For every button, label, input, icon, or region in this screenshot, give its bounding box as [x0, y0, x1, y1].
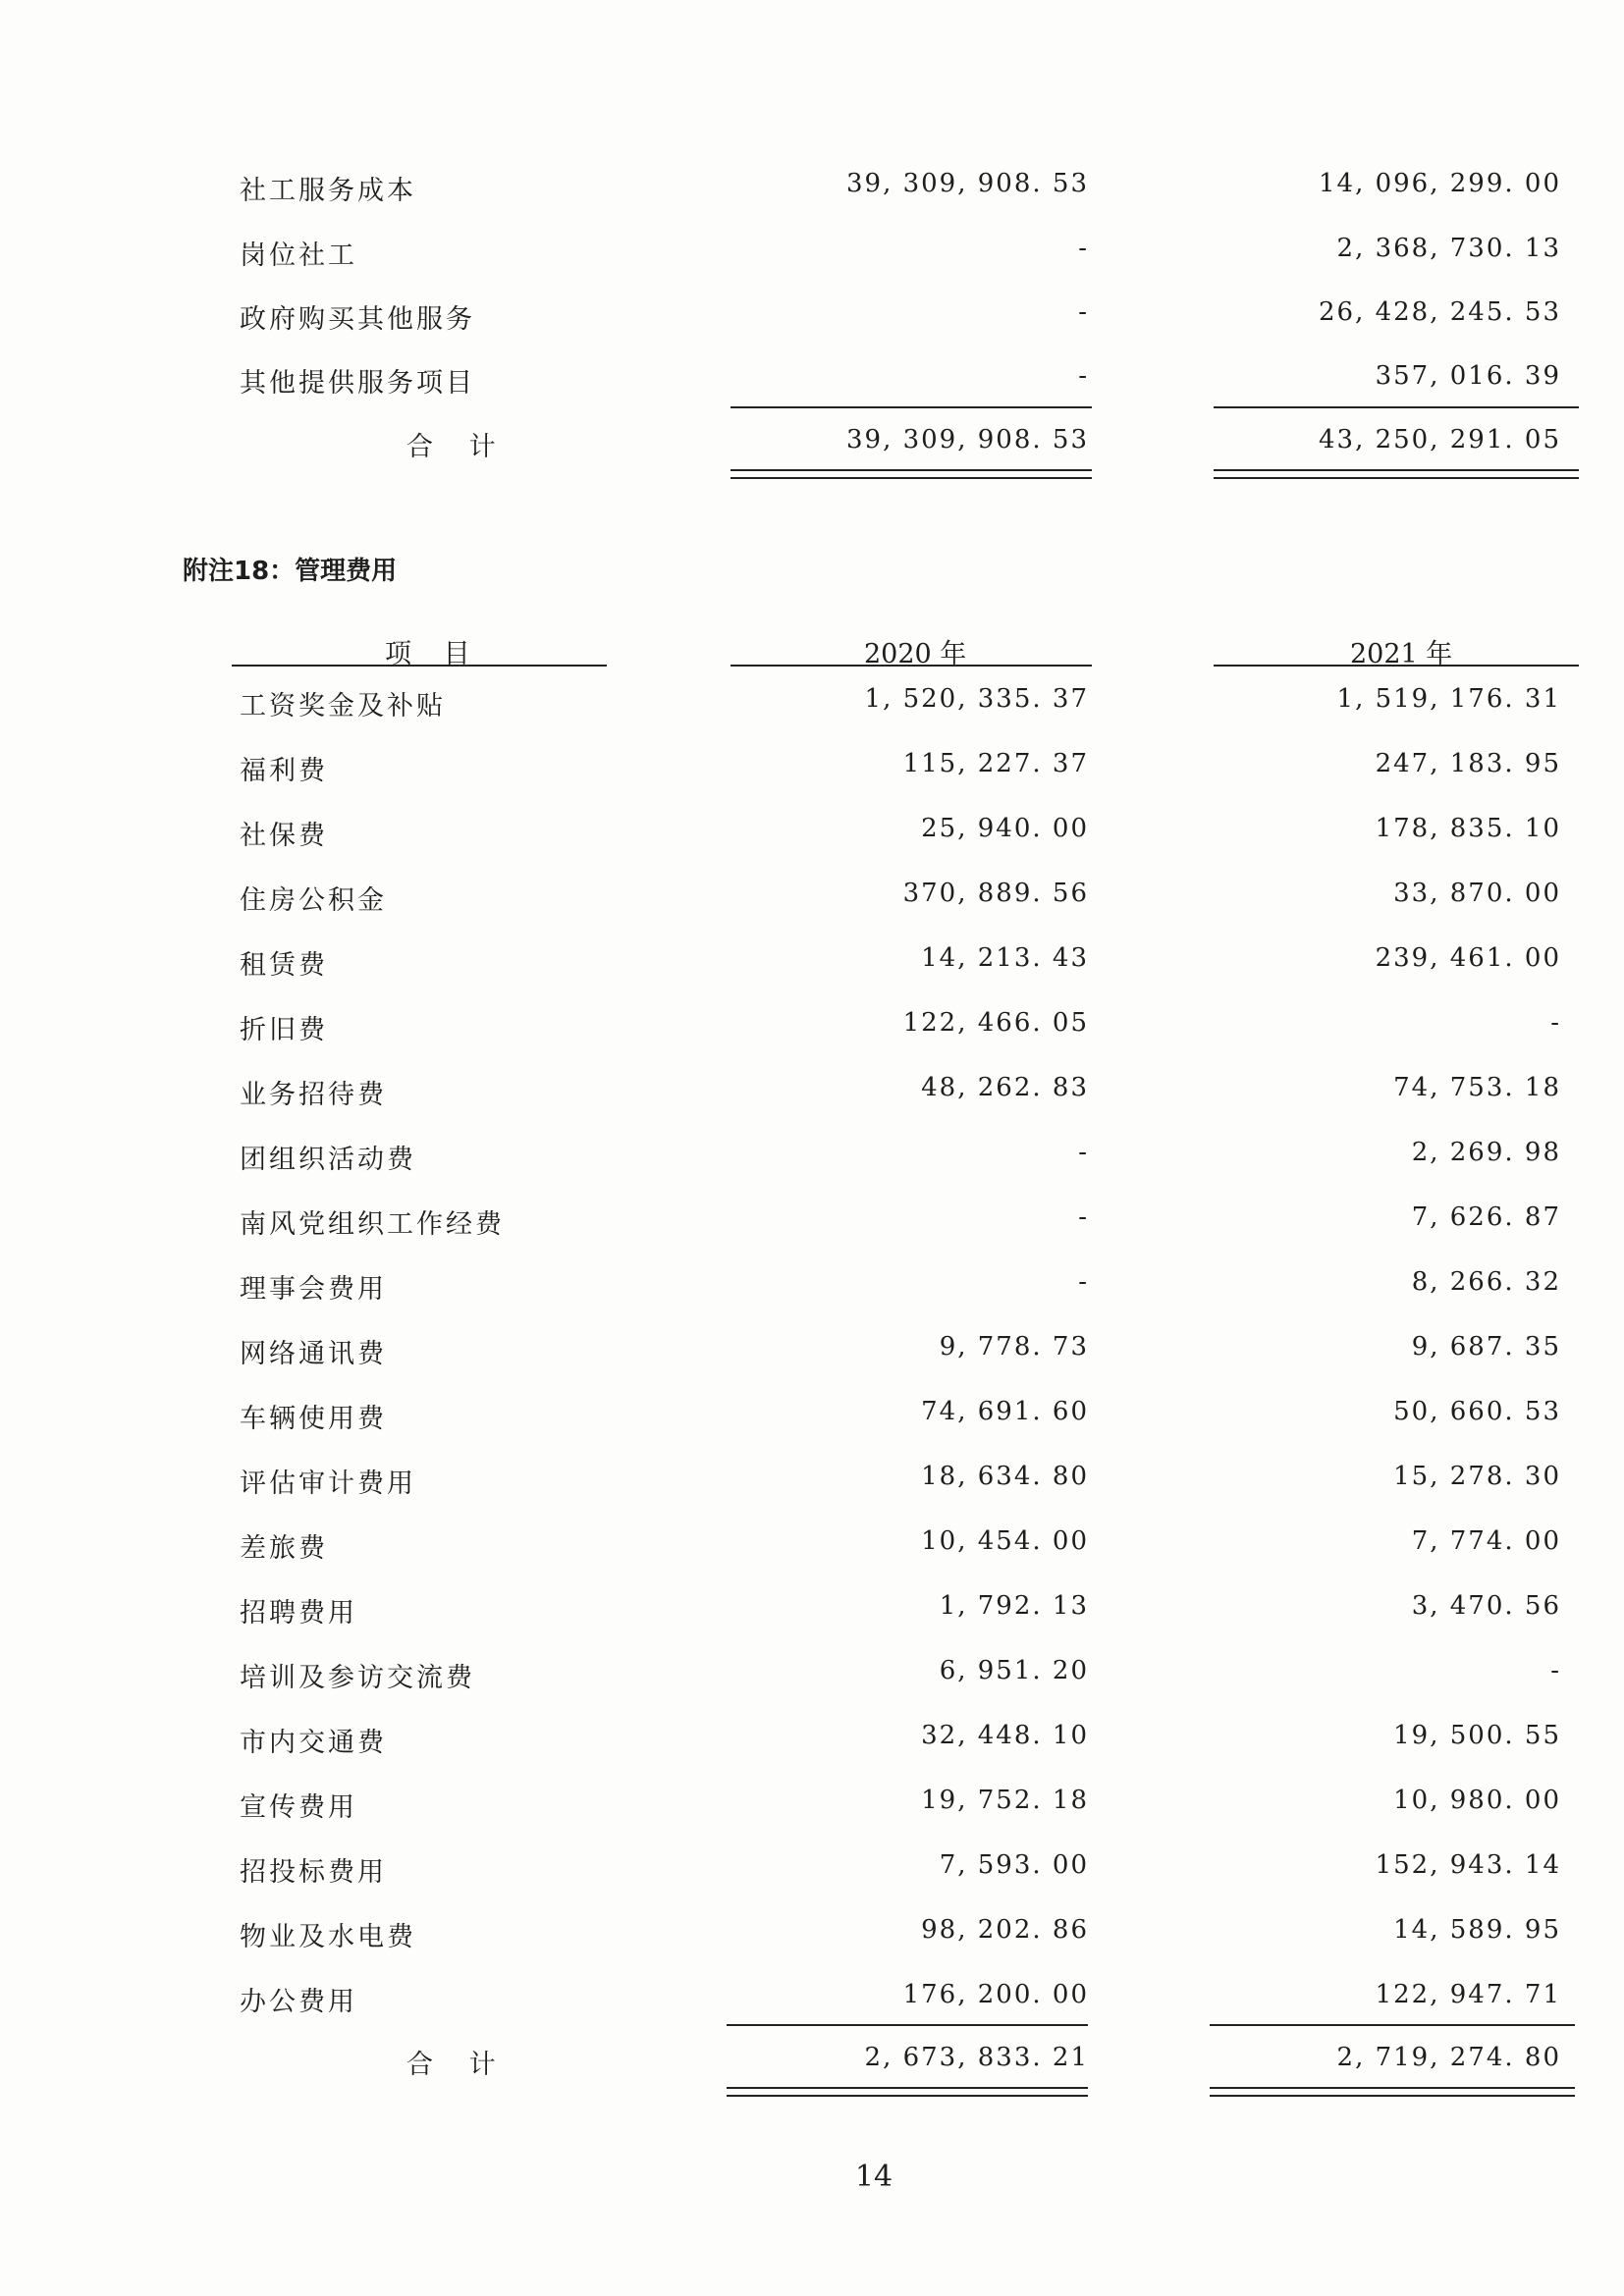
total-2021: 43, 250, 291. 05 [1318, 425, 1561, 454]
total-double-rule [1214, 469, 1579, 479]
value-2020: 18, 634. 80 [921, 1462, 1089, 1491]
total-2021: 2, 719, 274. 80 [1336, 2043, 1561, 2072]
column-header-2020: 2020 年 [864, 639, 967, 669]
value-2020: 370, 889. 56 [902, 879, 1089, 908]
table-row [0, 943, 1624, 987]
row-label: 工资奖金及补贴 [240, 691, 446, 721]
value-2021: 357, 016. 39 [1375, 361, 1561, 391]
table-row [0, 361, 1624, 404]
table-row [0, 1008, 1624, 1051]
value-2020: 10, 454. 00 [921, 1526, 1089, 1556]
row-label: 租赁费 [240, 950, 328, 981]
subtotal-rule [731, 406, 1092, 408]
table-row [0, 1267, 1624, 1310]
value-2020: - [1078, 297, 1089, 327]
value-2021: 33, 870. 00 [1393, 879, 1561, 908]
table-row [0, 234, 1624, 277]
value-2020: 7, 593. 00 [939, 1850, 1089, 1880]
row-label: 业务招待费 [240, 1080, 387, 1110]
value-2020: 122, 466. 05 [902, 1008, 1089, 1038]
value-2020: - [1078, 1267, 1089, 1297]
subtotal-rule [727, 2024, 1088, 2026]
value-2020: 9, 778. 73 [939, 1332, 1089, 1362]
value-2020: 1, 520, 335. 37 [864, 684, 1089, 714]
value-2020: 74, 691. 60 [921, 1397, 1089, 1426]
total-label: 合 计 [406, 2050, 500, 2080]
value-2020: 48, 262. 83 [921, 1073, 1089, 1102]
total-double-rule [1210, 2087, 1575, 2097]
row-label: 社保费 [240, 821, 328, 851]
row-label: 福利费 [240, 756, 328, 786]
section-heading: 附注18：管理费用 [183, 557, 398, 586]
table-row [0, 297, 1624, 341]
value-2020: 1, 792. 13 [939, 1591, 1089, 1621]
row-label: 住房公积金 [240, 885, 387, 916]
table-row [0, 1656, 1624, 1699]
row-label: 招聘费用 [240, 1598, 357, 1629]
table-row [0, 1397, 1624, 1440]
value-2021: - [1550, 1008, 1561, 1038]
row-label: 招投标费用 [240, 1857, 387, 1888]
table-row [0, 684, 1624, 727]
value-2020: - [1078, 1138, 1089, 1167]
value-2021: 74, 753. 18 [1393, 1073, 1561, 1102]
row-label: 办公费用 [240, 1987, 357, 2017]
value-2021: 122, 947. 71 [1375, 1980, 1561, 2009]
table-row [0, 1915, 1624, 1958]
value-2020: 98, 202. 86 [921, 1915, 1089, 1945]
value-2021: 9, 687. 35 [1411, 1332, 1561, 1362]
table-row [0, 1850, 1624, 1894]
table-row [0, 1980, 1624, 2023]
table-row [0, 1073, 1624, 1116]
table-row [0, 814, 1624, 857]
row-label: 南风党组织工作经费 [240, 1209, 505, 1240]
row-label: 物业及水电费 [240, 1922, 416, 1952]
row-label: 车辆使用费 [240, 1404, 387, 1434]
subtotal-rule [1214, 406, 1579, 408]
value-2021: 19, 500. 55 [1393, 1721, 1561, 1750]
total-2020: 2, 673, 833. 21 [864, 2043, 1089, 2072]
value-2021: 10, 980. 00 [1393, 1786, 1561, 1815]
row-label: 市内交通费 [240, 1728, 387, 1758]
header-rule [731, 665, 1092, 667]
row-label: 理事会费用 [240, 1274, 387, 1305]
value-2020: 6, 951. 20 [939, 1656, 1089, 1685]
value-2020: 176, 200. 00 [902, 1980, 1089, 2009]
subtotal-rule [1210, 2024, 1575, 2026]
header-rule [232, 665, 607, 667]
value-2021: 7, 774. 00 [1411, 1526, 1561, 1556]
column-header-item: 项 目 [385, 639, 473, 669]
value-2020: 25, 940. 00 [921, 814, 1089, 843]
row-label: 其他提供服务项目 [240, 368, 475, 399]
value-2021: 178, 835. 10 [1375, 814, 1561, 843]
table-row [0, 1591, 1624, 1634]
row-label: 团组织活动费 [240, 1145, 416, 1175]
value-2021: 15, 278. 30 [1393, 1462, 1561, 1491]
table-row [0, 169, 1624, 212]
value-2021: 14, 096, 299. 00 [1318, 169, 1561, 198]
value-2021: 152, 943. 14 [1375, 1850, 1561, 1880]
table-row [0, 1786, 1624, 1829]
row-label: 岗位社工 [240, 240, 357, 271]
table-row [0, 1202, 1624, 1246]
row-label: 宣传费用 [240, 1792, 357, 1823]
row-label: 社工服务成本 [240, 176, 416, 206]
row-label: 政府购买其他服务 [240, 304, 475, 335]
value-2020: 32, 448. 10 [921, 1721, 1089, 1750]
row-label: 评估审计费用 [240, 1468, 416, 1499]
value-2021: 2, 368, 730. 13 [1336, 234, 1561, 263]
total-double-rule [731, 469, 1092, 479]
value-2021: 50, 660. 53 [1393, 1397, 1561, 1426]
value-2021: 239, 461. 00 [1375, 943, 1561, 973]
table-total-row [0, 2043, 1624, 2086]
row-label: 网络通讯费 [240, 1339, 387, 1369]
value-2021: 247, 183. 95 [1375, 749, 1561, 778]
value-2021: 2, 269. 98 [1411, 1138, 1561, 1167]
value-2020: 14, 213. 43 [921, 943, 1089, 973]
value-2020: - [1078, 1202, 1089, 1232]
value-2021: - [1550, 1656, 1561, 1685]
table-row [0, 749, 1624, 792]
header-rule [1214, 665, 1579, 667]
value-2021: 14, 589. 95 [1393, 1915, 1561, 1945]
value-2020: - [1078, 361, 1089, 391]
total-2020: 39, 309, 908. 53 [845, 425, 1089, 454]
total-double-rule [727, 2087, 1088, 2097]
table-row [0, 1721, 1624, 1764]
value-2021: 3, 470. 56 [1411, 1591, 1561, 1621]
value-2020: 115, 227. 37 [902, 749, 1089, 778]
row-label: 差旅费 [240, 1533, 328, 1564]
table-row [0, 1138, 1624, 1181]
row-label: 折旧费 [240, 1015, 328, 1045]
table-row [0, 1526, 1624, 1570]
value-2021: 1, 519, 176. 31 [1336, 684, 1561, 714]
value-2020: - [1078, 234, 1089, 263]
value-2020: 19, 752. 18 [921, 1786, 1089, 1815]
value-2021: 26, 428, 245. 53 [1318, 297, 1561, 327]
table-total-row [0, 425, 1624, 468]
table-row [0, 1462, 1624, 1505]
value-2020: 39, 309, 908. 53 [845, 169, 1089, 198]
column-header-2021: 2021 年 [1350, 639, 1453, 669]
total-label: 合 计 [406, 432, 500, 462]
table-row [0, 879, 1624, 922]
value-2021: 8, 266. 32 [1411, 1267, 1561, 1297]
value-2021: 7, 626. 87 [1411, 1202, 1561, 1232]
row-label: 培训及参访交流费 [240, 1663, 475, 1693]
page-number: 14 [854, 2160, 893, 2194]
table-row [0, 1332, 1624, 1375]
